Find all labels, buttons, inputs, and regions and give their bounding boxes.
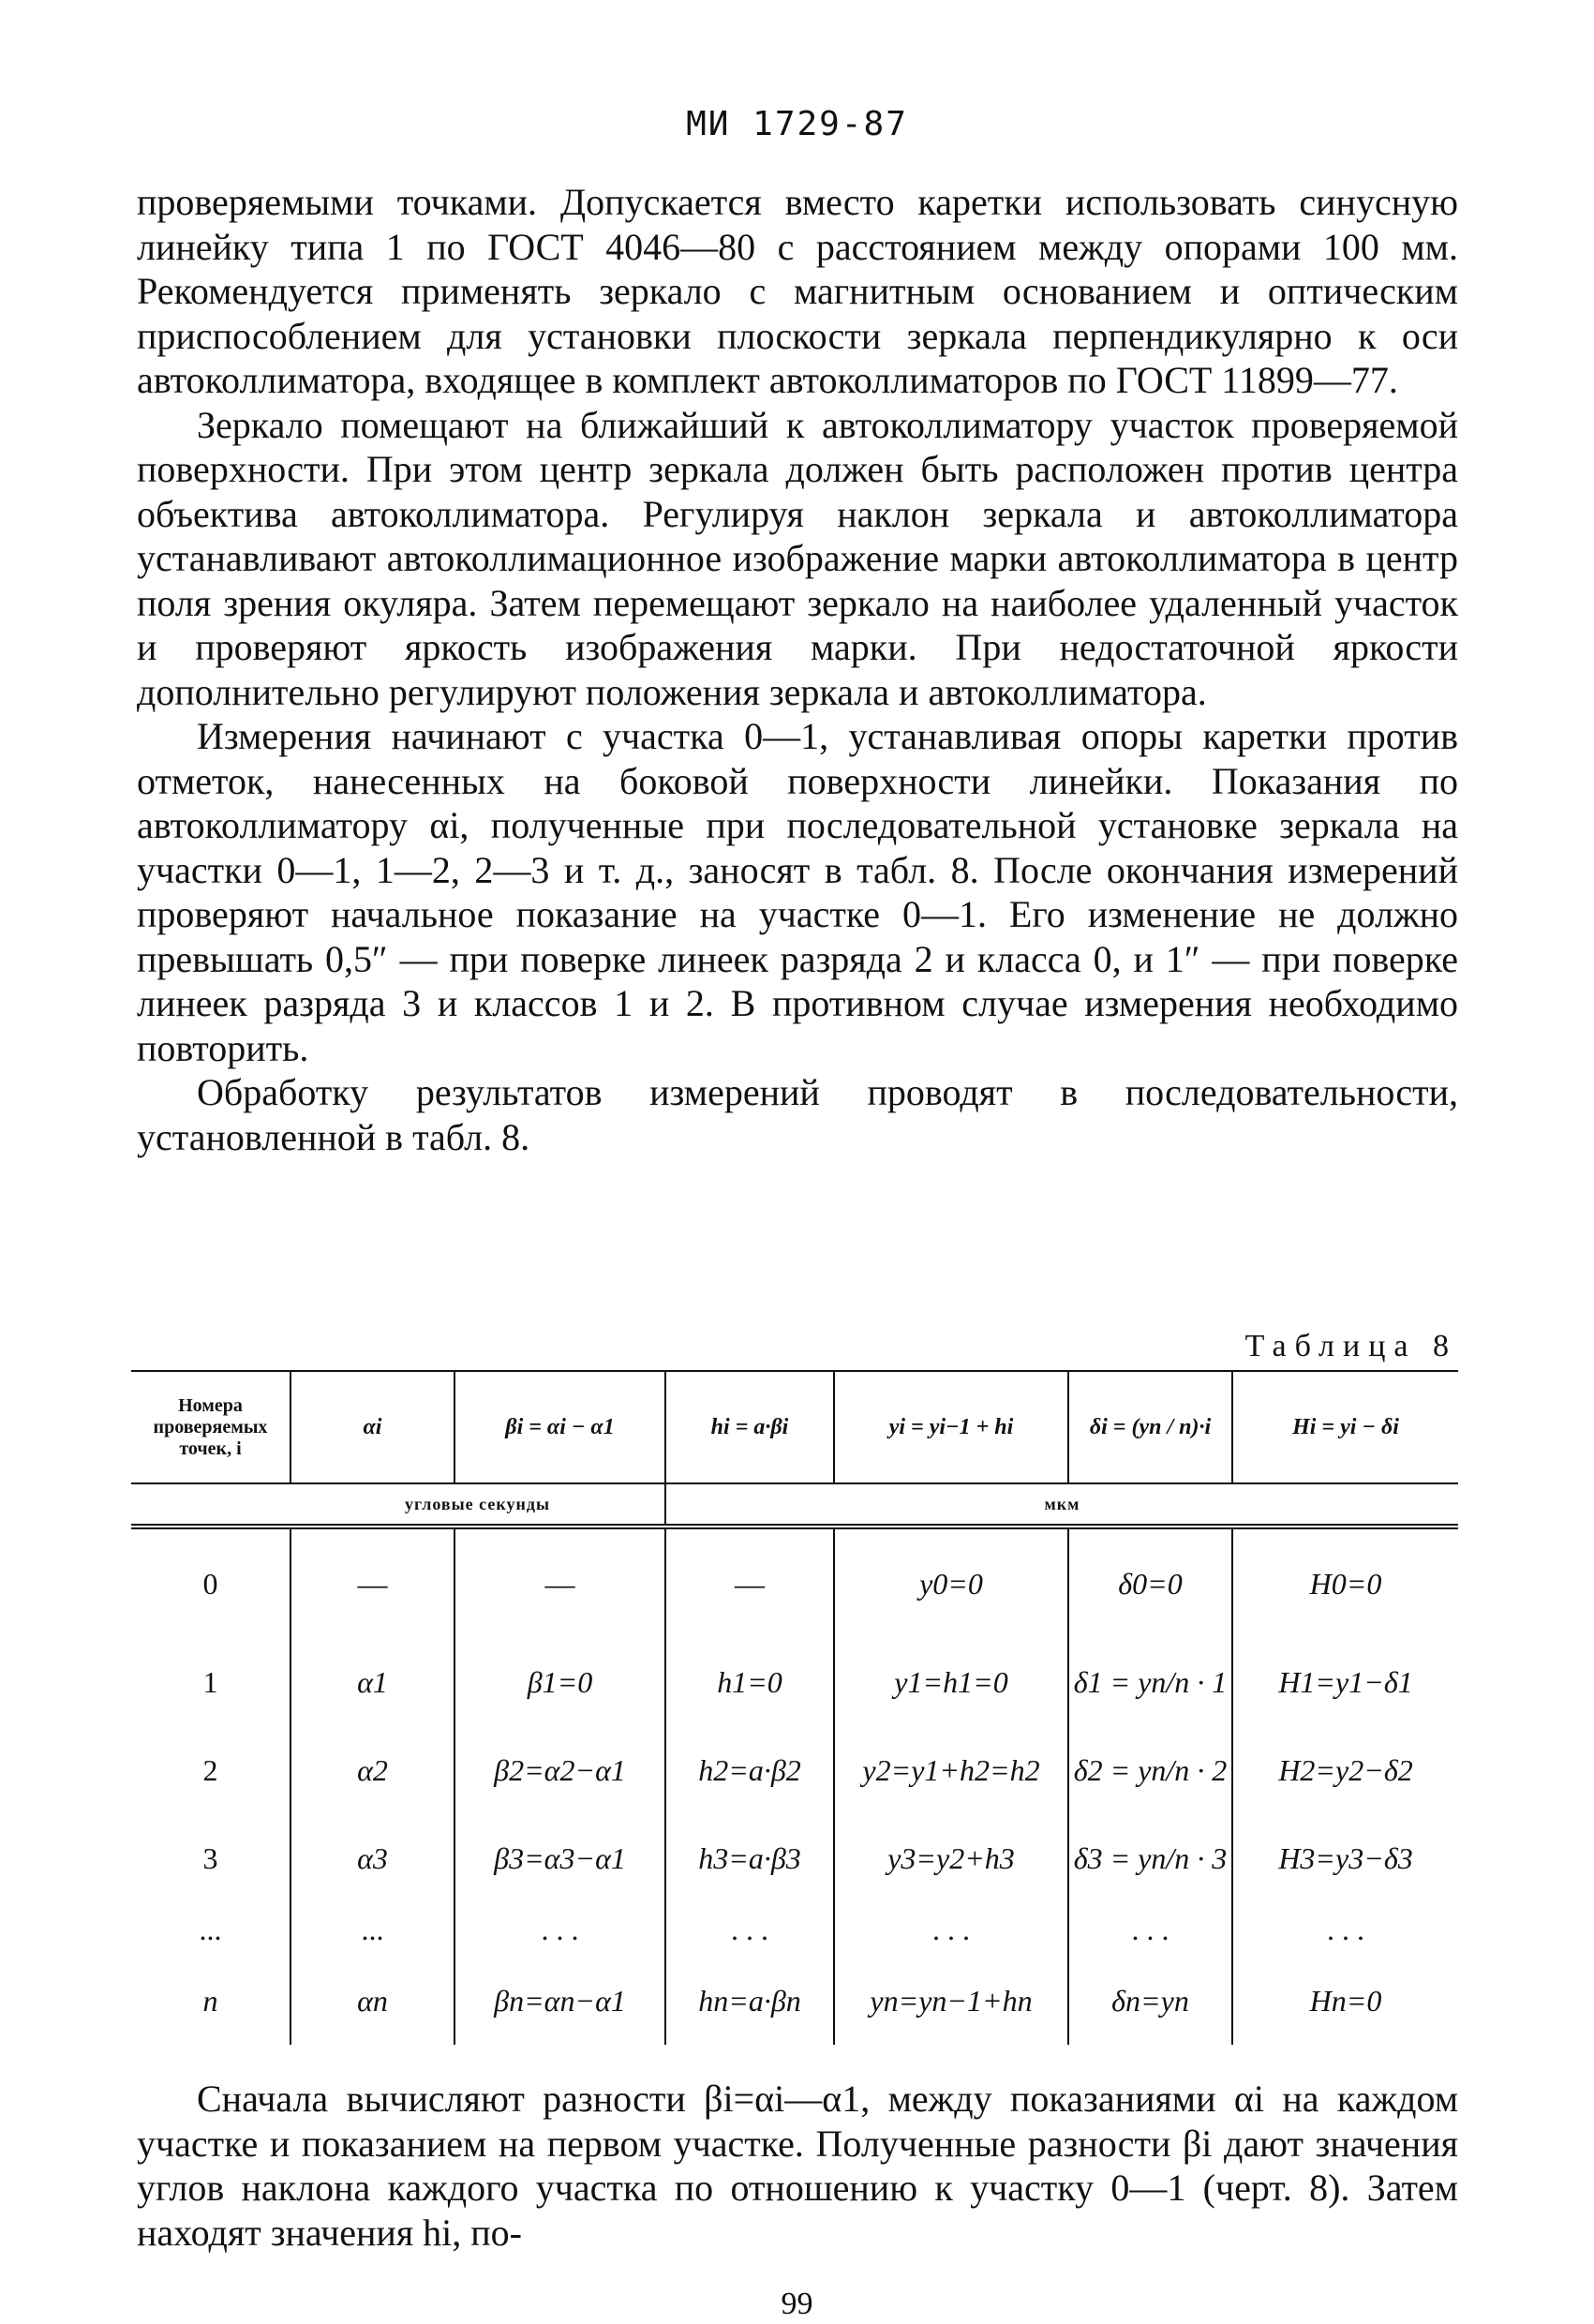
column-header: αi	[290, 1371, 454, 1483]
table-cell: α1	[290, 1638, 454, 1726]
table-cell: 2	[202, 1752, 218, 1787]
table-row	[131, 1638, 1458, 1726]
table-cell: . . .	[1068, 1902, 1232, 1957]
table-cell: δ3 = yn/n · 3	[1068, 1814, 1232, 1902]
table-cell: δn=yn	[1068, 1957, 1232, 2045]
column-header: βi = αi − α1	[454, 1371, 665, 1483]
table-row	[131, 1527, 1458, 1638]
page-header: МИ 1729-87	[686, 105, 908, 143]
table-cell: α3	[290, 1814, 454, 1902]
table-cell: h1=0	[665, 1638, 834, 1726]
units-label: мкм	[665, 1483, 1458, 1527]
column-header: Номера проверяемых точек, i	[131, 1371, 290, 1483]
table-cell: y1=h1=0	[834, 1638, 1068, 1726]
table-cell: y2=y1+h2=h2	[834, 1726, 1068, 1814]
table-cell: β2=α2−α1	[454, 1726, 665, 1814]
body-text	[137, 180, 1458, 1159]
column-header: hi = a·βi	[665, 1371, 834, 1483]
table-row	[131, 1814, 1458, 1902]
table-cell: αn	[290, 1957, 454, 2045]
table-cell: δ2 = yn/n · 2	[1068, 1726, 1232, 1814]
paragraph: Сначала вычисляют разности βi=αi—α1, между показаниями αi на каждом участке и показанием на первом участке. Полученные разности βi дают значения углов наклона каждого участка по отношению к участку 0—1 (черт. 8). Затем находят значения hi, по-	[137, 2078, 1458, 2254]
table-cell: yn=yn−1+hn	[834, 1957, 1068, 2045]
table-row	[131, 1726, 1458, 1814]
table-cell: —	[665, 1527, 834, 1638]
column-header: yi = yi−1 + hi	[834, 1371, 1068, 1483]
table-cell: Hn=0	[1232, 1957, 1458, 2045]
table-cell: β1=0	[454, 1638, 665, 1726]
paragraph: Зеркало помещают на ближайший к автоколлиматору участок проверяемой поверхности. При этом центр зеркала должен быть расположен против центра объектива автоколлиматора. Регулируя наклон зеркала и автоколлиматора устанавливают автоколлимационное изображение марки автоколлиматора в центр поля зрения окуляра. Затем перемещают зеркало на наиболее удаленный участок и проверяют яркость изображения марки. При недостаточной яркости дополнительно регулируют положения зеркала и автоколлиматора.	[137, 403, 1458, 713]
paragraph: Обработку результатов измерений проводят в последовательности, установленной в табл. 8.	[137, 1071, 1458, 1158]
table-cell: δ1 = yn/n · 1	[1068, 1638, 1232, 1726]
column-header: Hi = yi − δi	[1232, 1371, 1458, 1483]
table-cell: y0=0	[834, 1527, 1068, 1638]
table-caption: Таблица 8	[1244, 1329, 1457, 1363]
paragraph: проверяемыми точками. Допускается вместо каретки использовать синусную линейку типа 1 по ГОСТ 4046—80 с расстоянием между опорами 100 мм. Рекомендуется применять зеркало с магнитным основанием и оптическим приспособлением для установки плоскости зеркала перпендикулярно к оси автоколлиматора, входящее в комплект автоколлиматоров по ГОСТ 11899—77.	[137, 181, 1458, 401]
table-cell: . . .	[454, 1902, 665, 1957]
table-cell: H2=y2−δ2	[1232, 1726, 1458, 1814]
table-cell: βn=αn−α1	[454, 1957, 665, 2045]
table-cell: . . .	[834, 1902, 1068, 1957]
table-cell: n	[202, 1983, 218, 2018]
table-row	[131, 1902, 1458, 1957]
table-cell: δ0=0	[1068, 1527, 1232, 1638]
table-cell: H0=0	[1232, 1527, 1458, 1638]
units-label: угловые секунды	[290, 1483, 665, 1527]
page-number: 99	[781, 2287, 813, 2321]
table-cell: . . .	[1232, 1902, 1458, 1957]
column-header: δi = (yn / n)·i	[1068, 1371, 1232, 1483]
table-cell: —	[290, 1527, 454, 1638]
table-row	[131, 1957, 1458, 2045]
table-cell: —	[454, 1527, 665, 1638]
table-cell: hn=a·βn	[665, 1957, 834, 2045]
table-cell: α2	[290, 1726, 454, 1814]
table-cell: h3=a·β3	[665, 1814, 834, 1902]
table-cell: h2=a·β2	[665, 1726, 834, 1814]
table-cell: 3	[202, 1840, 218, 1875]
body-text-after-table	[137, 2077, 1458, 2255]
measurement-table	[131, 1370, 1458, 2045]
table-cell: y3=y2+h3	[834, 1814, 1068, 1902]
table-cell: H3=y3−δ3	[1232, 1814, 1458, 1902]
table-cell: ...	[290, 1902, 454, 1957]
table-cell: 0	[202, 1566, 218, 1601]
units-row	[131, 1483, 1458, 1527]
table-cell: . . .	[665, 1902, 834, 1957]
paragraph: Измерения начинают с участка 0—1, устанавливая опоры каретки против отметок, нанесенных на боковой поверхности линейки. Показания по автоколлиматору αi, полученные при последовательной установке зеркала на участки 0—1, 1—2, 2—3 и т. д., заносят в табл. 8. После окончания измерений проверяют начальное показание на участке 0—1. Его изменение не должно превышать 0,5″ — при поверке линеек разряда 2 и класса 0, и 1″ — при поверке линеек разряда 3 и классов 1 и 2. В противном случае измерения необходимо повторить.	[137, 715, 1458, 1069]
table-cell: H1=y1−δ1	[1232, 1638, 1458, 1726]
table-header-row	[131, 1371, 1458, 1483]
table-cell: ...	[199, 1912, 222, 1946]
table-cell: 1	[202, 1664, 218, 1699]
table-cell: β3=α3−α1	[454, 1814, 665, 1902]
